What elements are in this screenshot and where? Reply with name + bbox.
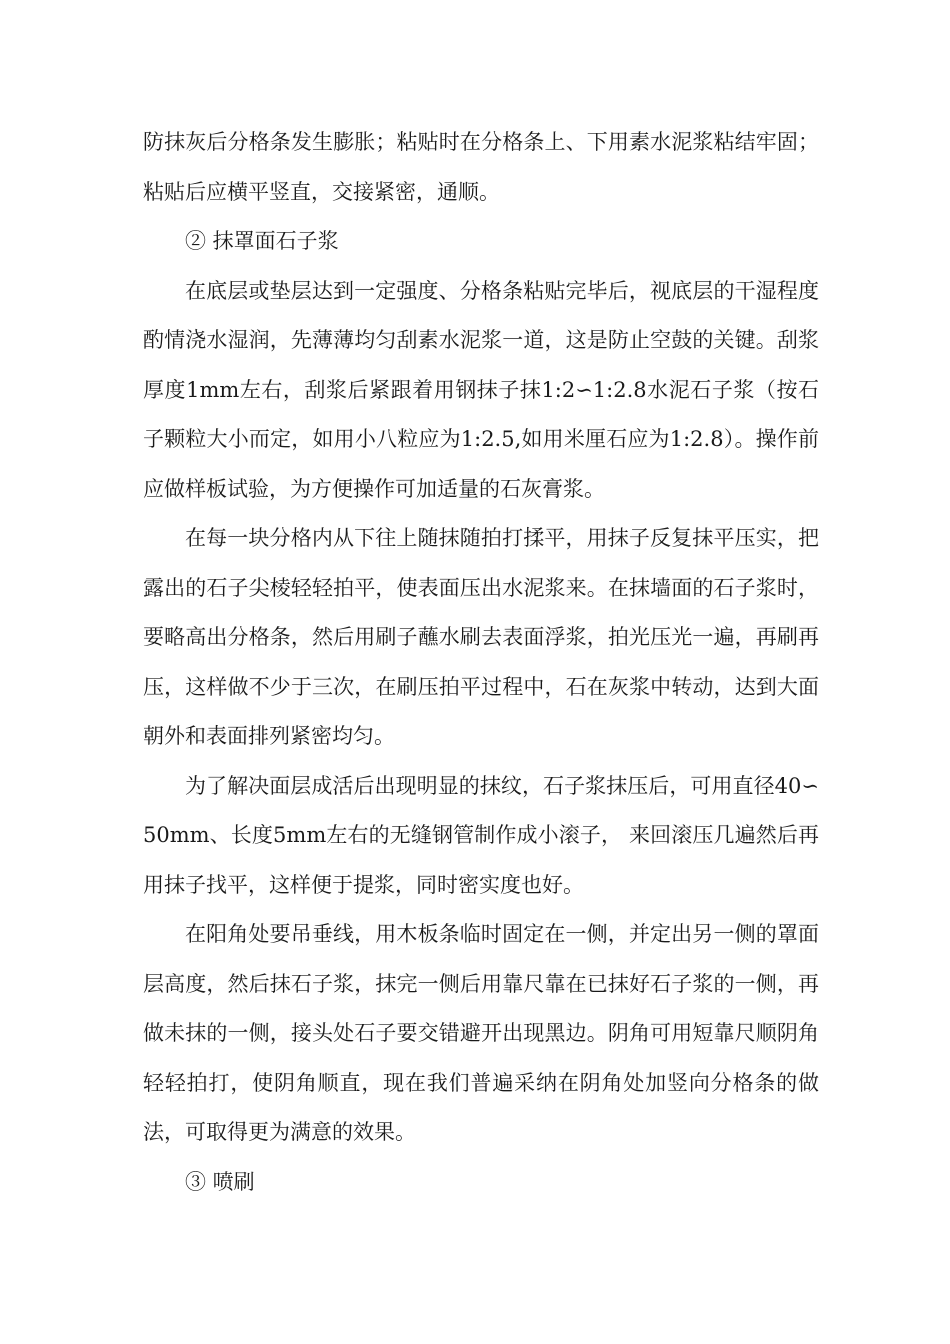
document-body [143, 118, 819, 1207]
paragraph-base-coat: 在底层或垫层达到一定强度、分格条粘贴完毕后，视底层的干湿程度酌情浇水湿润，先薄薄均匀刮素水泥浆一道，这是防止空鼓的关键。刮浆厚度1mm左右，刮浆后紧跟着用钢抹子抹1:2∽1:2.8水泥石子浆（按石子颗粒大小而定，如用小八粒应为1:2.5,如用米厘石应为1:2.8）。操作前应做样板试验，为方便操作可加适量的石灰膏浆。 [143, 278, 819, 501]
paragraph-press-smooth: 在每一块分格内从下往上随抹随拍打揉平，用抹子反复抹平压实，把露出的石子尖棱轻轻拍平，使表面压出水泥浆来。在抹墙面的石子浆时，要略高出分格条，然后用刷子蘸水刷去表面浮浆，拍光压光一遍，再刷再压，这样做不少于三次，在刷压拍平过程中，石在灰浆中转动，达到大面朝外和表面排列紧密均匀。 [143, 526, 819, 748]
section-heading-2: ② 抹罩面石子浆 [185, 229, 339, 253]
paragraph-corners: 在阳角处要吊垂线，用木板条临时固定在一侧，并定出另一侧的罩面层高度，然后抹石子浆，抹完一侧后用靠尺靠在已抹好石子浆的一侧，再做未抹的一侧，接头处石子要交错避开出现黑边。阴角可用短靠尺顺阴角轻轻拍打，使阴角顺直，现在我们普遍采纳在阴角处加竖向分格条的做法，可取得更为满意的效果。 [143, 922, 819, 1144]
paragraph-continuation: 防抹灰后分格条发生膨胀；粘贴时在分格条上、下用素水泥浆粘结牢固；粘贴后应横平竖直，交接紧密，通顺。 [143, 130, 819, 204]
section-heading-3: ③ 喷刷 [185, 1169, 255, 1194]
paragraph-roller: 为了解决面层成活后出现明显的抹纹，石子浆抹压后，可用直径40∽50mm、长度5mm左右的无缝钢管制作成小滚子， 来回滚压几遍然后再用抹子找平，这样便于提浆，同时密实度也好。 [143, 773, 819, 897]
